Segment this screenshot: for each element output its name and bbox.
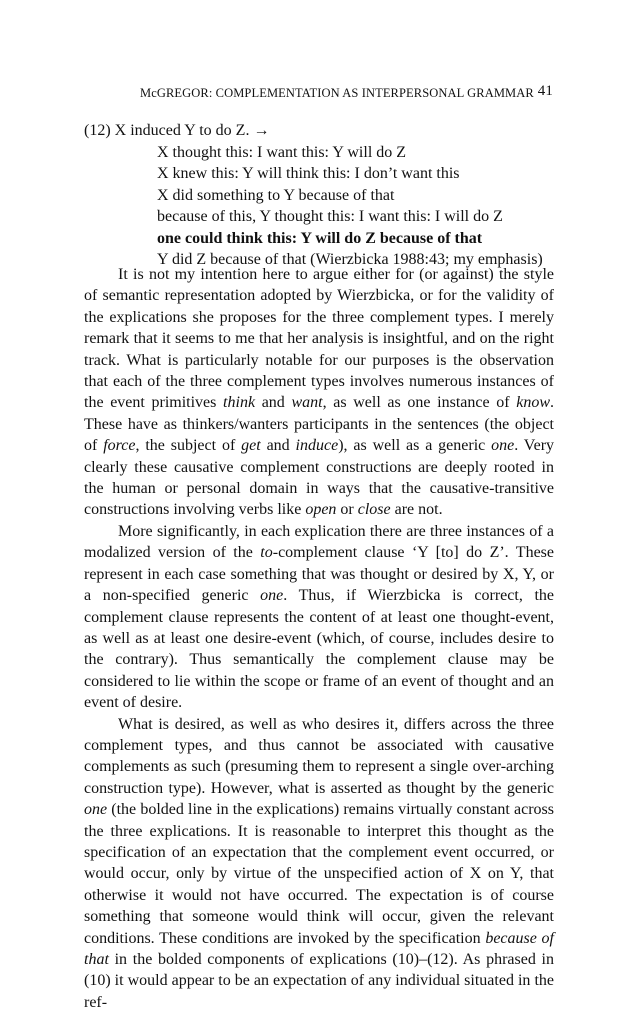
italic-term: because of that bbox=[84, 929, 555, 968]
text-run: ), as well as a generic bbox=[338, 437, 492, 455]
text-run: or bbox=[336, 501, 358, 519]
text-run: , the subject of bbox=[135, 437, 242, 455]
body-text bbox=[84, 264, 554, 1013]
text-run: in the bolded components of explications (10)–(12). As phrased in (10) it would appear to be an expectation of any individual situated in the ref- bbox=[84, 951, 554, 1011]
explication-line: Y did Z because of that (Wierzbicka 1988:43; my emphasis) bbox=[157, 251, 543, 268]
text-run: and bbox=[260, 437, 296, 455]
page-number: 41 bbox=[537, 83, 553, 99]
text-run: . Thus, if Wierzbicka is correct, the complement clause represents the content of at least one thought-event, as well as at least one desire-event (which, of course, includes desire to the contrary). Thus semantically the complement clause may be considered to lie within the scope or frame of an event of thought and an event of desire. bbox=[84, 587, 555, 712]
paragraph-2 bbox=[84, 521, 554, 714]
italic-term: induce bbox=[295, 437, 339, 455]
explication-line: X did something to Y because of that bbox=[157, 186, 395, 204]
italic-term: one bbox=[84, 801, 108, 819]
text-run: . These have as thinkers/wanters participants in the sentences (the object of bbox=[84, 394, 555, 455]
text-run: . Very clearly these causative complement constructions are deeply rooted in the human or personal domain in ways that the causative-transitive constructions involving verbs like bbox=[84, 437, 555, 519]
text-run: and bbox=[255, 394, 292, 412]
italic-term: one bbox=[491, 437, 515, 455]
italic-term: force bbox=[103, 437, 136, 455]
explication-line: because of this, Y thought this: I want this: I will do Z bbox=[157, 208, 503, 225]
italic-term: open bbox=[305, 501, 337, 519]
example-12 bbox=[84, 120, 564, 271]
paragraph-3 bbox=[84, 714, 554, 1013]
italic-term: to bbox=[260, 544, 273, 562]
italic-term: know bbox=[516, 394, 551, 412]
text-run: are not. bbox=[390, 501, 443, 519]
text-run: -complement clause ‘Y [to] do Z’. These represent in each case something that was thought or desired by X, Y, or a non-specified generic bbox=[84, 544, 555, 605]
text-run: More significantly, in each explication there are three instances of a modalized version of the bbox=[84, 522, 554, 562]
text-run: It is not my intention here to argue either for (or against) the style of semantic representation adopted by Wierzbicka, or for the validity of the explications she proposes for the three complement types. I merely remark that it seems to me that her analysis is insightful, and on the right track. What is particularly notable for our purposes is the observation that each of the three complement types involves numerous instances of the event primitives bbox=[84, 266, 554, 412]
italic-term: get bbox=[241, 437, 261, 455]
running-title: McGREGOR: COMPLEMENTATION AS INTERPERSONAL GRAMMAR bbox=[140, 86, 534, 100]
italic-term: think bbox=[223, 394, 256, 412]
explication-line: X thought this: I want this: Y will do Z bbox=[157, 143, 407, 161]
text-run: , as well as one instance of bbox=[322, 394, 517, 412]
example-lead: (12) X induced Y to do Z. → bbox=[84, 122, 270, 139]
text-run: (the bolded line in the explications) remains virtually constant across the three explications. It is reasonable to interpret this thought as the specification of an expectation that the complement event occurred, or would occur, only by virtue of the unspecified action of X on Y, that otherwise it would not have occurred. The expectation is of course something that someone would think will occur, given the relevant conditions. These conditions are invoked by the specification bbox=[84, 801, 554, 947]
italic-term: close bbox=[357, 501, 391, 519]
italic-term: want bbox=[291, 394, 323, 412]
paragraph-1 bbox=[84, 264, 554, 521]
explication-line-bolded: one could think this: Y will do Z because of that bbox=[157, 229, 483, 247]
explication-line: X knew this: Y will think this: I don’t want this bbox=[157, 165, 460, 182]
italic-term: one bbox=[260, 587, 284, 605]
text-run: What is desired, as well as who desires it, differs across the three complement types, and thus cannot be associated with causative complements as such (presuming them to represent a single over-arching construction type). However, what is asserted as thought by the generic bbox=[84, 715, 554, 797]
